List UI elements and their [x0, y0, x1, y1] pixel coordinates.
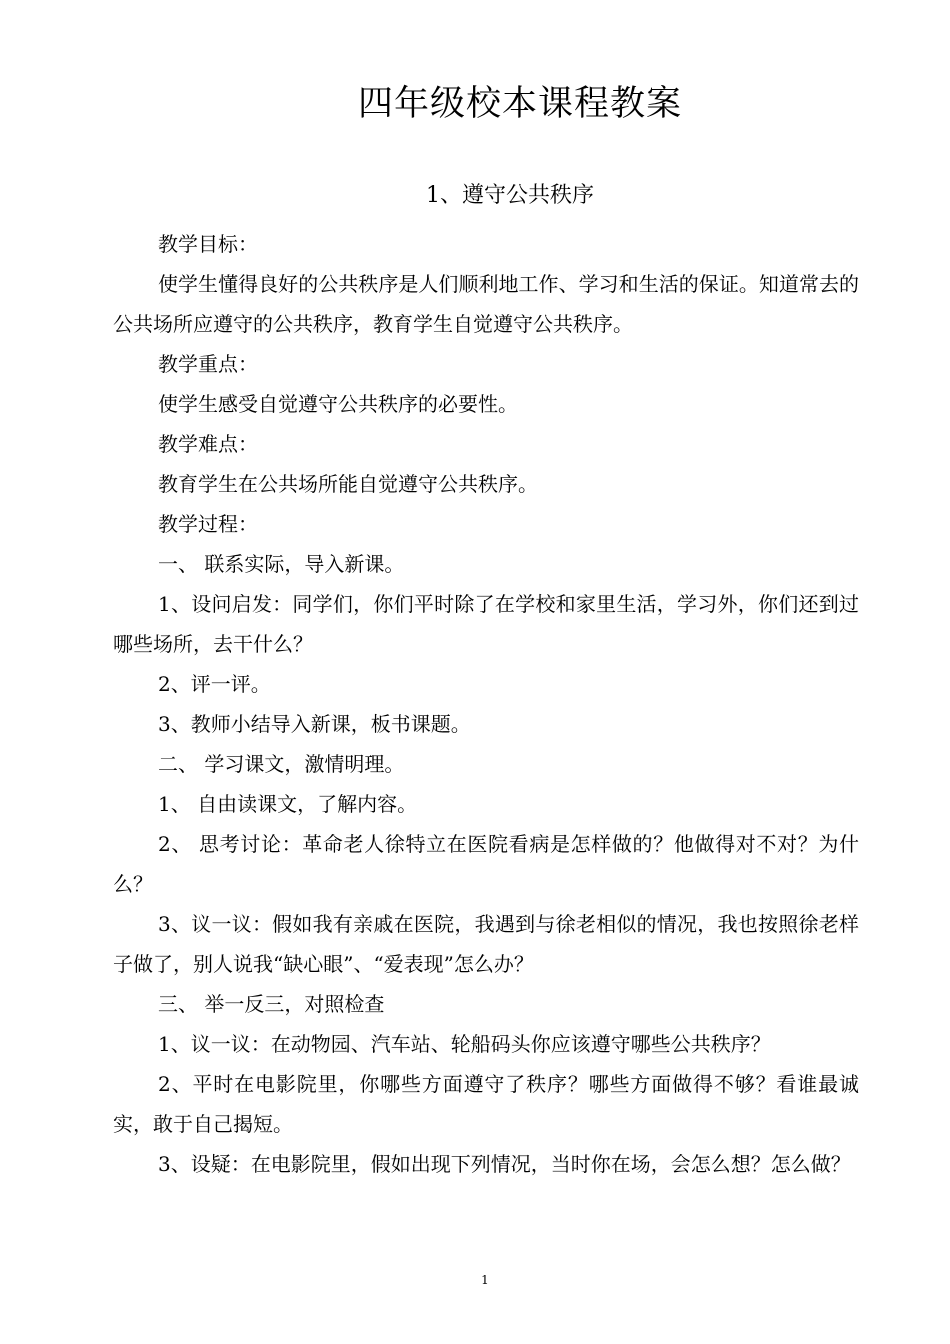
step-heading: 一、 联系实际，导入新课。 — [158, 552, 405, 576]
list-item: 3、议一议：假如我有亲戚在医院，我遇到与徐老相似的情况，我也按照徐老样子做了，别人说我“缺心眼”、“爱表现”怎么办？ — [113, 912, 859, 976]
list-item: 2、平时在电影院里，你哪些方面遵守了秩序？哪些方面做得不够？看谁最诚实，敢于自己揭短。 — [113, 1072, 859, 1136]
list-item: 1、 自由读课文，了解内容。 — [158, 792, 418, 816]
document-body — [113, 224, 859, 1184]
list-item: 1、设问启发：同学们，你们平时除了在学校和家里生活，学习外，你们还到过哪些场所，去干什么？ — [113, 592, 859, 656]
list-item: 3、设疑：在电影院里，假如出现下列情况，当时你在场，会怎么想？怎么做？ — [158, 1152, 851, 1176]
list-item: 1、议一议：在动物园、汽车站、轮船码头你应该遵守哪些公共秩序？ — [158, 1032, 771, 1056]
step-heading: 三、 举一反三，对照检查 — [158, 992, 385, 1016]
step-heading: 二、 学习课文，激情明理。 — [158, 752, 405, 776]
page-number: 1 — [481, 1273, 489, 1287]
section-heading-process: 教学过程： — [158, 512, 258, 536]
section-heading-objectives: 教学目标： — [158, 232, 258, 256]
list-item: 2、 思考讨论：革命老人徐特立在医院看病是怎样做的？他做得对不对？为什么？ — [113, 832, 859, 896]
list-item: 2、评一评。 — [158, 672, 271, 696]
page-title: 四年级校本课程教案 — [357, 84, 682, 124]
lesson-title: 1、遵守公共秩序 — [426, 183, 594, 208]
list-item: 3、教师小结导入新课，板书课题。 — [158, 712, 471, 736]
paragraph-difficulties: 教育学生在公共场所能自觉遵守公共秩序。 — [158, 472, 538, 496]
section-heading-key-points: 教学重点： — [158, 352, 258, 376]
paragraph-objectives: 使学生懂得良好的公共秩序是人们顺利地工作、学习和生活的保证。知道常去的公共场所应遵守的公共秩序，教育学生自觉遵守公共秩序。 — [113, 272, 859, 336]
section-heading-difficulties: 教学难点： — [158, 432, 258, 456]
paragraph-key-points: 使学生感受自觉遵守公共秩序的必要性。 — [158, 392, 518, 416]
